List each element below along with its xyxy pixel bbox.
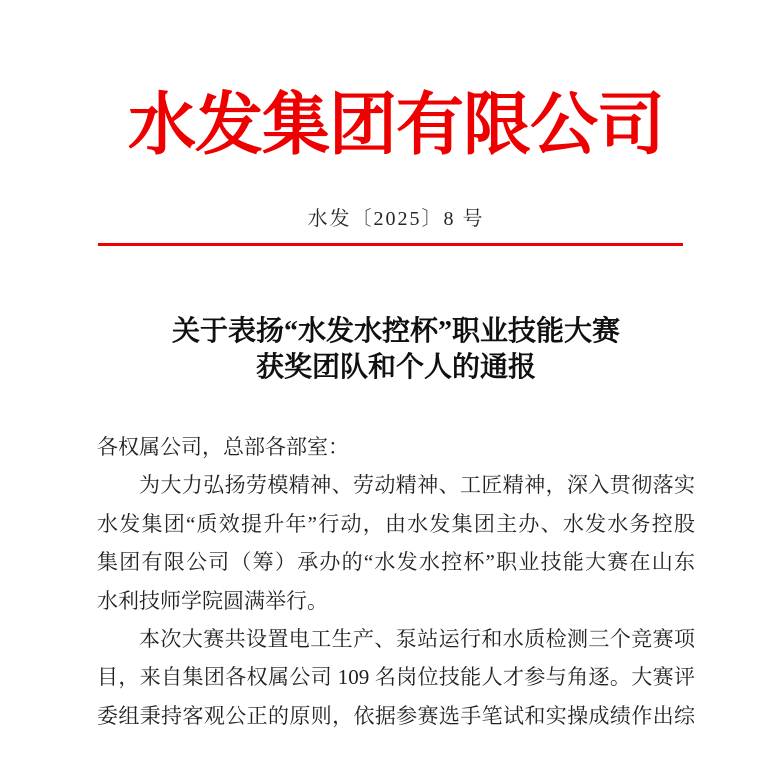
body-line-2: 为大力弘扬劳模精神、劳动精神、工匠精神，深入贯彻落实 xyxy=(139,473,695,498)
body-line-5: 水利技师学院圆满举行。 xyxy=(97,588,328,613)
document-title xyxy=(97,314,695,386)
body-line-6: 本次大赛共设置电工生产、泵站运行和水质检测三个竞赛项 xyxy=(139,627,695,652)
company-name-heading: 水发集团有限公司 xyxy=(127,87,664,163)
document-title-line-1: 关于表扬“水发水控杯”职业技能大赛 xyxy=(171,316,620,347)
red-divider-line xyxy=(98,243,683,246)
body-line-3: 水发集团“质效提升年”行动，由水发集团主办、水发水务控股 xyxy=(97,511,695,536)
document-title-line-2: 获奖团队和个人的通报 xyxy=(255,352,536,383)
body-text xyxy=(97,428,695,735)
document-number: 水发〔2025〕8 号 xyxy=(307,208,485,230)
body-line-1: 各权属公司，总部各部室： xyxy=(97,435,349,459)
body-line-8: 委组秉持客观公正的原则，依据参赛选手笔试和实操成绩作出综 xyxy=(97,703,695,728)
body-line-7: 目，来自集团各权属公司 109 名岗位技能人才参与角逐。大赛评 xyxy=(97,665,695,690)
body-line-4: 集团有限公司（筹）承办的“水发水控杯”职业技能大赛在山东 xyxy=(97,550,695,575)
